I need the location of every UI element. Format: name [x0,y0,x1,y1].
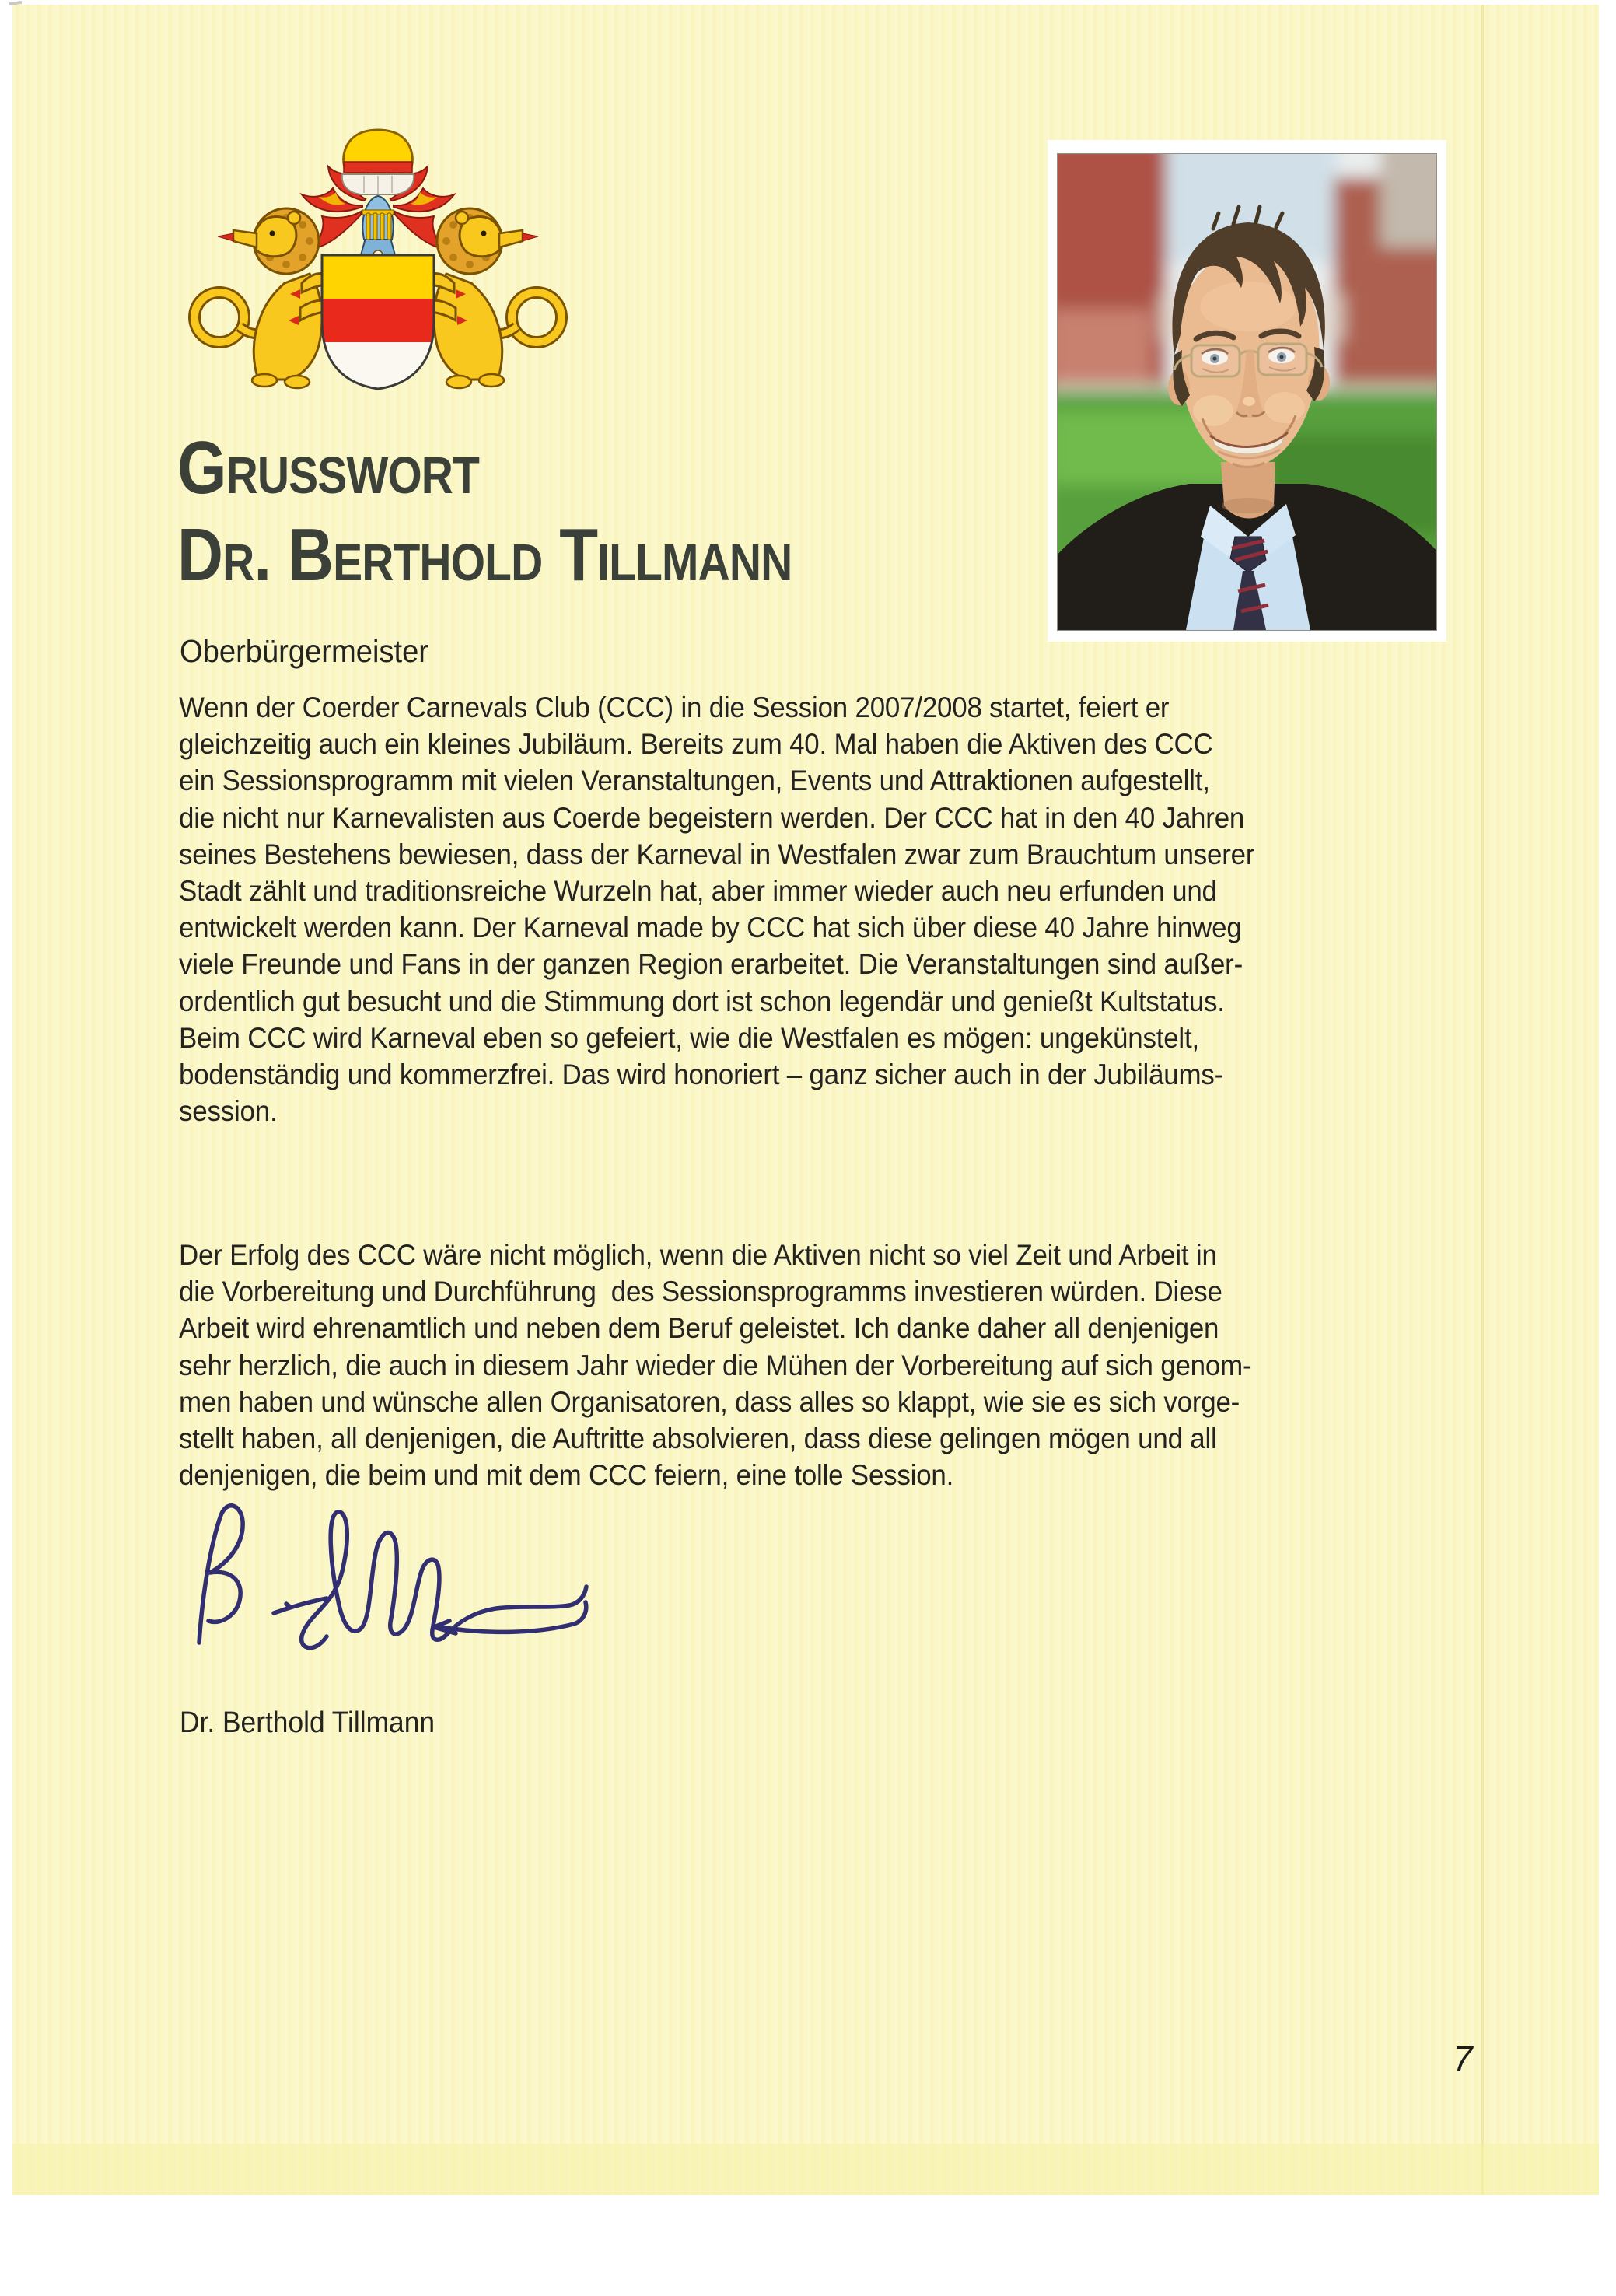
text-line: seines Bestehens bewiesen, dass der Karneval in Westfalen zwar zum Brauchtum unserer [179,837,1255,870]
greeting-paragraph-2 [179,1237,1332,1493]
text-line: die nicht nur Karnevalisten aus Coerde begeistern werden. Der CCC hat in den 40 Jahren [179,800,1245,834]
text-line: Der Erfolg des CCC wäre nicht möglich, wenn die Aktiven nicht so viel Zeit und Arbeit in [179,1238,1217,1271]
page-title [177,425,901,599]
page-number: 7 [1453,2039,1473,2079]
text-line: Stadt zählt und traditionsreiche Wurzeln hat, aber immer wieder auch neu erfunden und [179,874,1217,908]
text-line: bodenständig und kommerzfrei. Das wird honoriert – ganz sicher auch in der Jubiläums- [179,1058,1224,1091]
text-line: ordentlich gut besucht und die Stimmung dort ist schon legendär und genießt Kultstatus. [179,984,1225,1017]
text-line: sehr herzlich, die auch in diesem Jahr wieder die Mühen der Vorbereitung auf sich genom- [179,1348,1252,1381]
text-line: session. [179,1094,278,1128]
scan-artifact-line [1481,5,1484,2195]
text-line: stellt haben, all denjenigen, die Auftritte absolvieren, dass diese gelingen mögen und all [179,1422,1217,1455]
mayor-portrait-photo [1058,154,1436,630]
scan-artifact-band [12,2144,1599,2195]
muenster-coat-of-arms-icon [184,123,572,397]
portrait-photo-frame [1048,140,1446,642]
text-line: Wenn der Coerder Carnevals Club (CCC) in die Session 2007/2008 startet, feiert er [179,691,1170,723]
text-line: gleichzeitig auch ein kleines Jubiläum. Bereits zum 40. Mal haben die Aktiven des CCC [179,727,1213,761]
text-line: viele Freunde und Fans in der ganzen Region erarbeitet. Die Veranstaltungen sind außer- [179,947,1243,981]
text-line: men haben und wünsche allen Organisatoren, dass alles so klappt, wie sie es sich vorge- [179,1384,1240,1418]
title-line-name: Dr. Berthold Tillmann [177,513,792,597]
subtitle-oberbuergermeister: Oberbürgermeister [180,633,428,669]
title-line-grusswort: Grusswort [177,426,480,509]
greeting-paragraph-1 [179,689,1335,1129]
text-line: ein Sessionsprogramm mit vielen Veranstaltungen, Events und Attraktionen aufgestellt, [179,764,1210,797]
text-line: die Vorbereitung und Durchführung des Sessionsprogramms investieren würden. Diese [179,1275,1222,1308]
text-line: Arbeit wird ehrenamtlich und neben dem Beruf geleistet. Ich danke daher all denjenigen [179,1311,1219,1345]
text-line: entwickelt werden kann. Der Karneval made by CCC hat sich über diese 40 Jahre hinweg [179,911,1242,944]
text-line: denjenigen, die beim und mit dem CCC feiern, eine tolle Session. [179,1458,954,1492]
signature-printed-name: Dr. Berthold Tillmann [180,1706,435,1739]
handwritten-signature [173,1487,624,1674]
text-line: Beim CCC wird Karneval eben so gefeiert, wie die Westfalen es mögen: ungekünstelt, [179,1020,1199,1054]
